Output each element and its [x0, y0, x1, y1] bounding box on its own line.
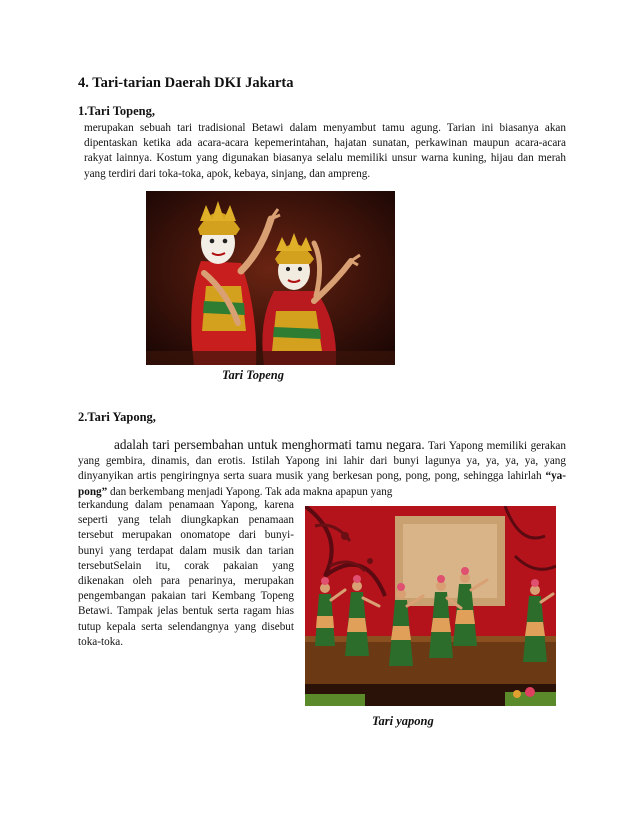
tari-topeng-caption: Tari Topeng — [222, 368, 284, 382]
ya-pong-term: “ya-pong” — [78, 470, 566, 498]
dance-2-paragraph-cont: Tari Yapong memiliki gerakan yang gembira, dinamis, dan erotis. Istilah Yapong ini lahir dari bunyi lagunya ya, ya, ya, ya, yang dinyanyikan artis pengiringnya serta suara musik yang berkesan pong, pong, pong, sehingga lahirlah — [78, 440, 566, 483]
tari-yapong-illustration — [305, 506, 556, 706]
section-title: 4. Tari-tarian Daerah DKI Jakarta — [78, 75, 294, 91]
tari-yapong-photo — [305, 506, 556, 706]
dance-2-paragraph — [78, 437, 566, 500]
tari-yapong-caption: Tari yapong — [372, 714, 434, 728]
dance-2-wrap-text: terkandung dalam penamaan Yapong, karena seperti yang telah diungkapkan penamaan tersebut merupakan onomatope dari bunyi-bunyi yang terdapat dalam musik dan tarian tersebutSelain itu, corak pakaian yang dikenakan oleh para penarinya, merupakan pengembangan pakaian tari Kembang Topeng Betawi. Tampak jelas bentuk serta ragam hias tutup kepala serta selendangnya yang disebut toka-toka. — [78, 499, 294, 648]
tari-topeng-photo — [146, 191, 395, 365]
dance-2-lead: adalah tari persembahan untuk menghormati tamu negara. — [114, 437, 425, 452]
dance-2-paragraph-end: dan berkembang menjadi Yapong. Tak ada makna apapun yang — [110, 485, 393, 498]
dance-2-heading: 2.Tari Yapong, — [78, 410, 156, 424]
dance-1-heading: 1.Tari Topeng, — [78, 104, 156, 118]
dance-1-paragraph: merupakan sebuah tari tradisional Betawi dalam menyambut tamu agung. Tarian ini biasanya akan dipentaskan ketika ada acara-acara kepemerintahan, hajatan sunatan, perkawinan maupun acara-acara rakyat lainnya. Kostum yang digunakan biasanya selalu memiliki unsur warna kuning, hijau dan merah yang terdiri dari toka-toka, apok, kebaya, sinjang, dan ampreng. — [84, 122, 566, 180]
tari-topeng-illustration — [146, 191, 395, 365]
